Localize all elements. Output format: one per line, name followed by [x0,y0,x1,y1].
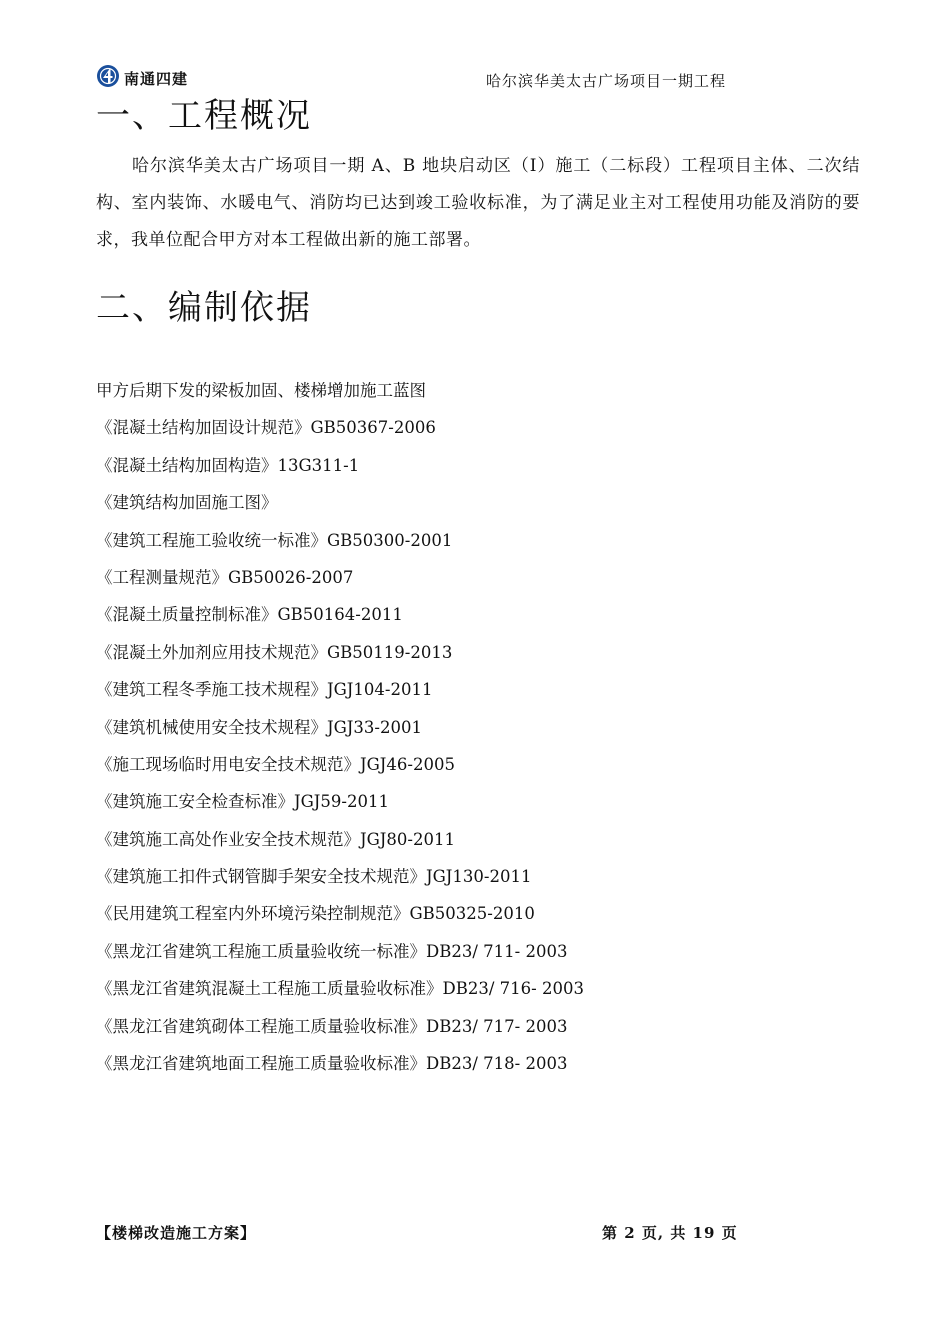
list-item: 《建筑施工安全检查标准》JGJ59-2011 [96,792,389,812]
list-item: 《施工现场临时用电安全技术规范》JGJ46-2005 [96,754,455,774]
list-item: 《黑龙江省建筑砌体工程施工质量验收标准》DB23/ 717- 2003 [96,1016,568,1036]
project-name: 哈尔滨华美太古广场项目一期工程 [486,72,727,90]
list-item: 《混凝土结构加固构造》13G311-1 [96,455,360,475]
footer-page-info: 第 2 页, 共 19 页 [602,1224,738,1242]
list-item: 《混凝土外加剂应用技术规范》GB50119-2013 [96,642,453,662]
page-footer [96,1222,856,1252]
list-item: 《建筑施工扣件式钢管脚手架安全技术规范》JGJ130-2011 [96,867,532,887]
list-item: 《建筑机械使用安全技术规程》JGJ33-2001 [96,717,422,737]
overview-paragraph: 哈尔滨华美太古广场项目一期 A、B 地块启动区（Ⅰ）施工（二标段）工程项目主体、二次结构、室内装饰、水暖电气、消防均已达到竣工验收标准，为了满足业主对工程使用功能及消防的要求，我单位配合甲方对本工程做出新的施工部署。 [96,156,860,250]
list-item: 《建筑工程冬季施工技术规程》JGJ104-2011 [96,680,433,700]
section-title-basis: 二、编制依据 [96,288,312,328]
list-item: 《民用建筑工程室内外环境污染控制规范》GB50325-2010 [96,904,535,924]
list-item: 《黑龙江省建筑混凝土工程施工质量验收标准》DB23/ 716- 2003 [96,979,584,999]
list-item: 《混凝土结构加固设计规范》GB50367-2006 [96,418,436,438]
list-item: 《黑龙江省建筑地面工程施工质量验收标准》DB23/ 718- 2003 [96,1054,568,1074]
section-title-overview: 一、工程概况 [96,96,312,136]
list-item: 《黑龙江省建筑工程施工质量验收统一标准》DB23/ 711- 2003 [96,941,568,961]
list-item: 《建筑工程施工验收统一标准》GB50300-2001 [96,530,453,550]
company-logo-icon [96,64,120,88]
list-item: 《混凝土质量控制标准》GB50164-2011 [96,605,403,625]
list-item: 《建筑施工高处作业安全技术规范》JGJ80-2011 [96,829,455,849]
list-item: 《工程测量规范》GB50026-2007 [96,567,354,587]
company-name: 南通四建 [124,70,189,88]
footer-doc-title: 【楼梯改造施工方案】 [96,1224,257,1242]
list-item: 甲方后期下发的梁板加固、楼梯增加施工蓝图 [96,381,426,400]
list-item: 《建筑结构加固施工图》 [96,493,278,513]
basis-list [96,372,856,1082]
